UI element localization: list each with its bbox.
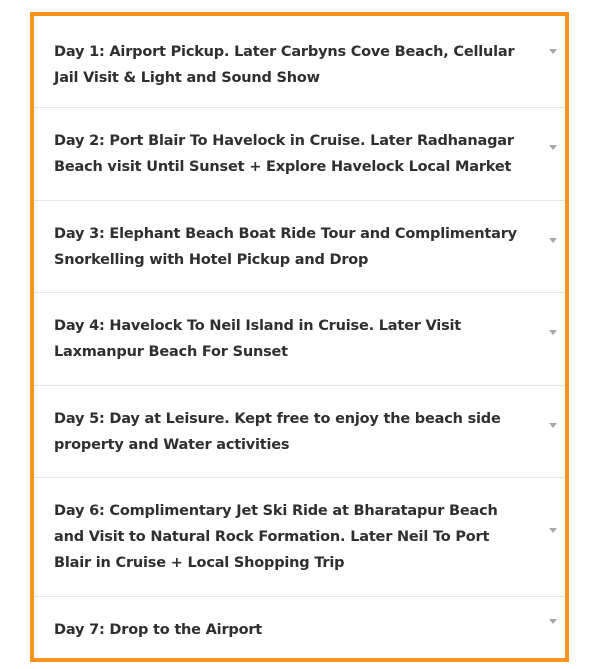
chevron-down-icon[interactable] xyxy=(549,145,557,150)
accordion-item-day-5[interactable] xyxy=(34,386,565,478)
itinerary-accordion xyxy=(30,12,569,662)
accordion-item-title: Day 3: Elephant Beach Boat Ride Tour and Complimentary Snorkelling with Hotel Pickup and Drop xyxy=(54,226,517,268)
chevron-down-icon[interactable] xyxy=(549,238,557,243)
chevron-down-icon[interactable] xyxy=(549,49,557,54)
accordion-item-day-1[interactable] xyxy=(34,16,565,108)
chevron-down-icon[interactable] xyxy=(549,330,557,335)
accordion-item-day-6[interactable] xyxy=(34,478,565,597)
accordion-item-day-3[interactable] xyxy=(34,201,565,293)
accordion-item-title: Day 6: Complimentary Jet Ski Ride at Bharatapur Beach and Visit to Natural Rock Formation. Later Neil To Port Blair in Cruise + Local Shopping Trip xyxy=(54,503,498,571)
chevron-down-icon[interactable] xyxy=(549,423,557,428)
accordion-item-title: Day 1: Airport Pickup. Later Carbyns Cove Beach, Cellular Jail Visit & Light and Sound Show xyxy=(54,44,515,86)
accordion-item-day-2[interactable] xyxy=(34,108,565,201)
accordion-item-title: Day 7: Drop to the Airport xyxy=(54,622,263,638)
accordion-item-title: Day 2: Port Blair To Havelock in Cruise. Later Radhanagar Beach visit Until Sunset + Explore Havelock Local Market xyxy=(54,133,514,175)
accordion-item-title: Day 4: Havelock To Neil Island in Cruise. Later Visit Laxmanpur Beach For Sunset xyxy=(54,318,462,360)
accordion-item-day-4[interactable] xyxy=(34,293,565,386)
accordion-item-day-7[interactable] xyxy=(34,597,565,658)
accordion-item-title: Day 5: Day at Leisure. Kept free to enjoy the beach side property and Water activities xyxy=(54,411,501,453)
chevron-down-icon[interactable] xyxy=(549,528,557,533)
chevron-down-icon[interactable] xyxy=(549,619,557,624)
